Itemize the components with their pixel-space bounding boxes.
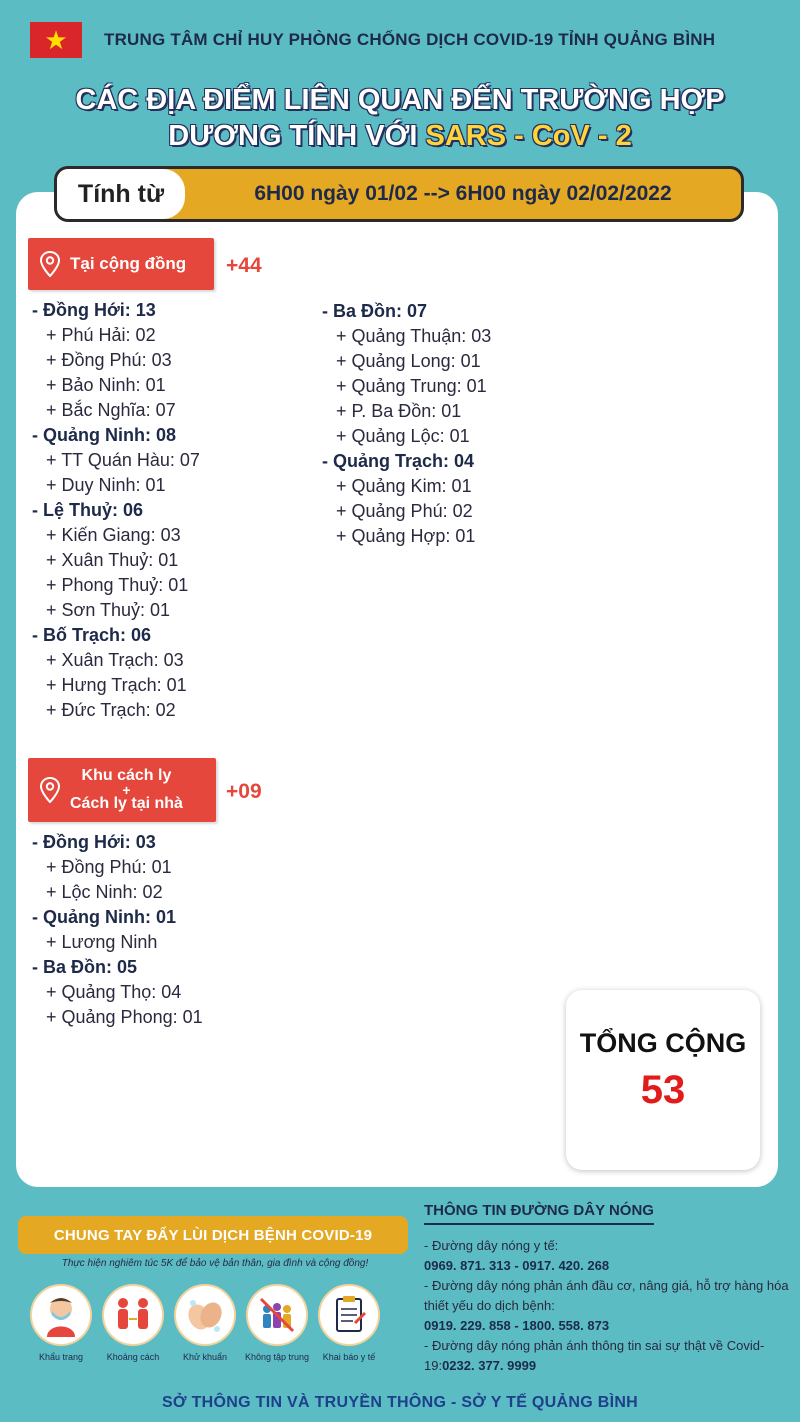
district-label: - Bố Trạch: 06 [32, 625, 152, 645]
face-mask-icon [30, 1284, 92, 1346]
community-count: +44 [226, 254, 262, 277]
community-left-column [32, 298, 200, 723]
quarantine-tag-line-2: Cách ly tại nhà [70, 795, 183, 812]
page-title [0, 82, 800, 154]
campaign-banner: CHUNG TAY ĐẨY LÙI DỊCH BỆNH COVID-19 [18, 1216, 408, 1254]
ward-item: + Phú Hải: 02 [46, 325, 156, 345]
quarantine-tag-line-1: Khu cách ly [81, 767, 172, 784]
vietnam-flag-icon: ★ [30, 22, 82, 58]
ward-item: + Xuân Trạch: 03 [46, 650, 184, 670]
quarantine-tag-label [70, 767, 183, 813]
ward-item: + Đồng Phú: 01 [46, 857, 172, 877]
organization-name: TRUNG TÂM CHỈ HUY PHÒNG CHỐNG DỊCH COVID-19 TỈNH QUẢNG BÌNH [104, 30, 716, 49]
5k-label: Khẩu trang [38, 1352, 84, 1362]
no-gathering-icon [246, 1284, 308, 1346]
hotline-info [424, 1236, 794, 1376]
total-label: TỔNG CỘNG [579, 1028, 747, 1058]
total-box [566, 990, 760, 1170]
virus-name: SARS - CoV - 2 [425, 120, 632, 152]
quarantine-column [32, 830, 203, 1030]
district-label: - Đồng Hới: 03 [32, 832, 156, 852]
district-label: - Quảng Ninh: 08 [32, 425, 176, 445]
ward-item: + Quảng Hợp: 01 [336, 526, 476, 546]
quarantine-count: +09 [226, 780, 262, 803]
ward-item: + Duy Ninh: 01 [46, 475, 166, 495]
title-line-2 [0, 118, 800, 154]
community-right-column [322, 299, 491, 549]
district-label: - Ba Đồn: 05 [32, 957, 138, 977]
ward-item: + Xuân Thuỷ: 01 [46, 550, 179, 570]
ward-item: + TT Quán Hàu: 07 [46, 450, 200, 470]
title-line-1: CÁC ĐỊA ĐIỂM LIÊN QUAN ĐẾN TRƯỜNG HỢP [75, 84, 725, 116]
ward-item: + Quảng Trung: 01 [336, 376, 487, 396]
5k-item [172, 1284, 238, 1362]
ward-item: + Quảng Thọ: 04 [46, 982, 182, 1002]
ward-item: + Bảo Ninh: 01 [46, 375, 166, 395]
total-value: 53 [640, 1068, 686, 1112]
hotline-numbers: 0969. 871. 313 - 0917. 420. 268 [424, 1258, 610, 1273]
5k-label: Khai báo y tế [322, 1352, 376, 1362]
5k-item [316, 1284, 382, 1362]
ward-item: + Sơn Thuỷ: 01 [46, 600, 171, 620]
campaign-slogan: Thực hiện nghiêm túc 5K để bảo vệ bản thân, gia đình và cộng đồng! [61, 1258, 369, 1269]
ward-item: + P. Ba Đồn: 01 [336, 401, 462, 421]
ward-item: + Quảng Kim: 01 [336, 476, 472, 496]
hotline-item-label: - Đường dây nóng y tế: [424, 1238, 559, 1253]
health-declaration-icon [318, 1284, 380, 1346]
ward-item: + Quảng Phú: 02 [336, 501, 473, 521]
5k-item [244, 1284, 310, 1362]
date-range [54, 166, 744, 222]
ward-item: + Đồng Phú: 03 [46, 350, 172, 370]
quarantine-tag [28, 758, 216, 822]
community-tag-label: Tại cộng đồng [70, 254, 187, 273]
date-range-label: Tính từ [57, 169, 185, 219]
hotline-item-label: - Đường dây nóng phản ánh đầu cơ, nâng giá, hỗ trợ hàng hóa thiết yếu do dịch bệnh: [424, 1278, 789, 1313]
ward-item: + Quảng Phong: 01 [46, 1007, 203, 1027]
district-label: - Đồng Hới: 13 [32, 300, 156, 320]
location-pin-icon [40, 251, 60, 277]
location-pin-icon [40, 777, 60, 803]
ward-item: + Lộc Ninh: 02 [46, 882, 163, 902]
district-label: - Quảng Trạch: 04 [322, 451, 475, 471]
hotline-numbers: 0919. 229. 858 - 1800. 558. 873 [424, 1318, 610, 1333]
title-line-2-prefix: DƯƠNG TÍNH VỚI [168, 120, 426, 152]
hotline-title: THÔNG TIN ĐƯỜNG DÂY NÓNG [424, 1202, 654, 1225]
ward-item: + Đức Trạch: 02 [46, 700, 176, 720]
hotline-item-text: - Đường dây nóng phản ánh thông tin sai sự thật về Covid-19: [424, 1338, 765, 1373]
5k-label: Không tập trung [244, 1352, 310, 1362]
date-range-value: 6H00 ngày 01/02 --> 6H00 ngày 02/02/2022 [254, 182, 672, 205]
ward-item: + Kiến Giang: 03 [46, 525, 181, 545]
ward-item: + Bắc Nghĩa: 07 [46, 400, 176, 420]
ward-item: + Quảng Long: 01 [336, 351, 481, 371]
district-label: - Ba Đồn: 07 [322, 301, 428, 321]
distance-icon [102, 1284, 164, 1346]
ward-item: + Phong Thuỷ: 01 [46, 575, 189, 595]
5k-icons [28, 1284, 388, 1374]
community-tag [28, 238, 214, 290]
district-label: - Lệ Thuỷ: 06 [32, 500, 144, 520]
5k-item [100, 1284, 166, 1362]
footer: SỞ THÔNG TIN VÀ TRUYỀN THÔNG - SỞ Y TẾ QUẢNG BÌNH [161, 1394, 639, 1411]
ward-item: + Quảng Thuận: 03 [336, 326, 492, 346]
ward-item: + Lương Ninh [46, 932, 158, 952]
district-label: - Quảng Ninh: 01 [32, 907, 176, 927]
ward-item: + Quảng Lộc: 01 [336, 426, 470, 446]
hotline-numbers: 0232. 377. 9999 [442, 1358, 537, 1373]
hotline-item-label [424, 1336, 794, 1376]
hand-wash-icon [174, 1284, 236, 1346]
ward-item: + Hưng Trạch: 01 [46, 675, 187, 695]
quarantine-tag-plus: + [122, 782, 131, 798]
5k-item [28, 1284, 94, 1362]
5k-label: Khử khuẩn [182, 1352, 228, 1362]
5k-label: Khoảng cách [106, 1352, 160, 1362]
